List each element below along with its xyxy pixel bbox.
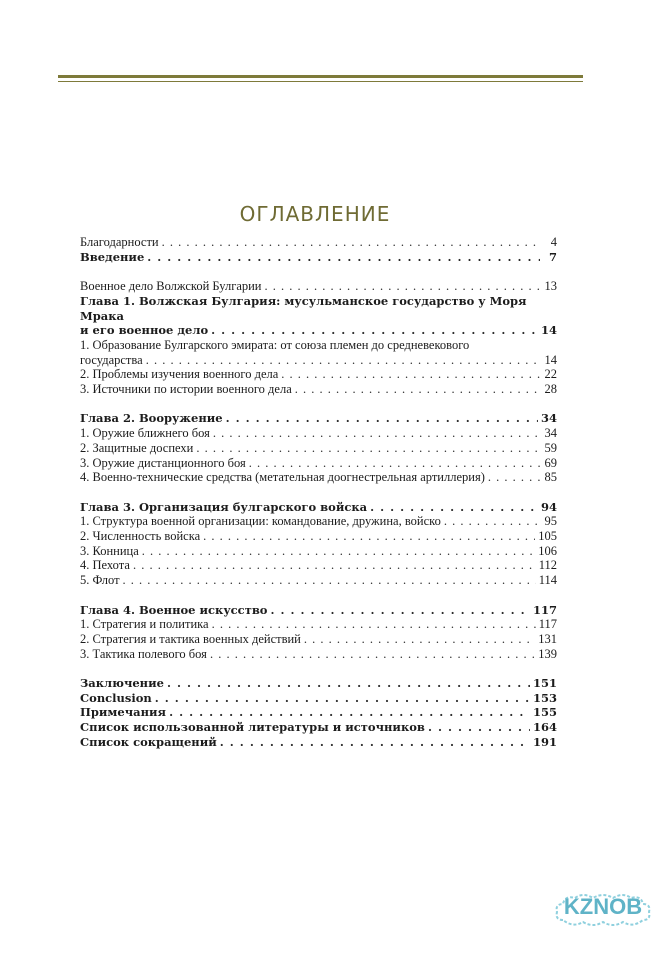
toc-entry-text: 2. Защитные доспехи bbox=[80, 440, 194, 455]
toc-entry-page: 153 bbox=[532, 690, 557, 705]
toc-entry-4-2[interactable] bbox=[80, 632, 557, 647]
toc-entry-4-3[interactable] bbox=[80, 647, 557, 662]
toc-entry-text: Военное дело Волжской Булгарии bbox=[80, 279, 262, 294]
toc-entry-text: Список использованной литературы и источников bbox=[80, 720, 425, 735]
toc-entry-text: Глава 4. Военное искусство bbox=[80, 602, 268, 617]
toc-entry-3-4[interactable] bbox=[80, 558, 557, 573]
toc-entry-text: 3. Конница bbox=[80, 543, 139, 558]
toc-entry-text: Введение bbox=[80, 249, 145, 264]
toc-entry-2-1[interactable] bbox=[80, 426, 557, 441]
toc-entry-text: 1. Структура военной организации: командование, дружина, войско bbox=[80, 514, 441, 529]
toc-entry-2-2[interactable] bbox=[80, 441, 557, 456]
toc-entry-notes[interactable] bbox=[80, 705, 557, 720]
toc-entry-page: 14 bbox=[544, 352, 557, 367]
toc-entry-introduction[interactable] bbox=[80, 250, 557, 265]
toc-entry-page: 7 bbox=[548, 249, 557, 264]
toc-entry-text: Глава 3. Организация булгарского войска bbox=[80, 499, 368, 514]
toc-entry-text: 2. Численность войска bbox=[80, 529, 201, 544]
toc-entry-page: 131 bbox=[538, 631, 557, 646]
toc-entry-text: Глава 2. Вооружение bbox=[80, 411, 223, 426]
toc-entry-page: 117 bbox=[532, 602, 557, 617]
toc-entry-text: 4. Пехота bbox=[80, 558, 130, 573]
toc-entry-text-line1: Глава 1. Волжская Булгария: мусульманское государство у Моря Мрака bbox=[80, 293, 527, 323]
toc-entry-text: Заключение bbox=[80, 676, 164, 691]
toc-entry-text: 1. Оружие ближнего боя bbox=[80, 426, 210, 441]
toc-entry-3-3[interactable] bbox=[80, 544, 557, 559]
toc-entry-1-2[interactable] bbox=[80, 367, 557, 382]
toc-entry-page: 85 bbox=[544, 470, 557, 485]
watermark-logo bbox=[553, 890, 653, 930]
toc-entry-3-1[interactable] bbox=[80, 514, 557, 529]
toc-entry-page: 112 bbox=[538, 558, 557, 573]
toc-entry-chapter-1[interactable] bbox=[80, 294, 557, 338]
toc-entry-page: 139 bbox=[538, 646, 557, 661]
toc-entry-text: 1. Стратегия и политика bbox=[80, 617, 209, 632]
toc-entry-text: Conclusion bbox=[80, 690, 152, 705]
toc-entry-chapter-4[interactable] bbox=[80, 603, 557, 618]
toc-entry-page: 164 bbox=[532, 720, 557, 735]
toc-entry-1-1[interactable] bbox=[80, 338, 557, 367]
toc-entry-page: 59 bbox=[544, 440, 557, 455]
toc-entry-page: 34 bbox=[544, 426, 557, 441]
top-rule-thick bbox=[58, 75, 583, 78]
toc-entry-text: Примечания bbox=[80, 705, 167, 720]
toc-entry-page: 117 bbox=[538, 617, 557, 632]
toc-entry-page: 4 bbox=[550, 235, 557, 249]
toc-entry-4-1[interactable] bbox=[80, 617, 557, 632]
table-of-contents bbox=[80, 235, 557, 750]
toc-entry-text: 4. Военно-технические средства (метательная доогнестрельная артиллерия) bbox=[80, 470, 485, 485]
toc-entry-3-5[interactable] bbox=[80, 573, 557, 588]
toc-entry-page: 28 bbox=[544, 382, 557, 397]
toc-entry-page: 106 bbox=[538, 543, 557, 558]
toc-entry-part-title[interactable] bbox=[80, 279, 557, 294]
toc-entry-abbreviations[interactable] bbox=[80, 735, 557, 750]
toc-entry-text: 3. Оружие дистанционного боя bbox=[80, 455, 246, 470]
toc-entry-page: 13 bbox=[544, 279, 557, 294]
watermark-text: KZNOB bbox=[563, 894, 643, 919]
toc-entry-page: 14 bbox=[540, 323, 557, 338]
page-title: ОГЛАВЛЕНИЕ bbox=[239, 202, 391, 226]
toc-entry-text: 3. Источники по истории военного дела bbox=[80, 382, 292, 397]
toc-entry-page: 69 bbox=[544, 455, 557, 470]
toc-entry-1-3[interactable] bbox=[80, 382, 557, 397]
toc-entry-page: 22 bbox=[544, 367, 557, 382]
toc-entry-text: 2. Проблемы изучения военного дела bbox=[80, 367, 279, 382]
toc-entry-chapter-3[interactable] bbox=[80, 500, 557, 515]
toc-entry-page: 114 bbox=[538, 573, 557, 588]
toc-entry-conclusion-en[interactable] bbox=[80, 691, 557, 706]
toc-entry-3-2[interactable] bbox=[80, 529, 557, 544]
toc-entry-bibliography[interactable] bbox=[80, 720, 557, 735]
toc-entry-text: государства bbox=[80, 352, 143, 367]
toc-entry-page: 151 bbox=[532, 676, 557, 691]
toc-entry-text: и его военное дело bbox=[80, 323, 209, 338]
toc-entry-acknowledgements[interactable] bbox=[80, 235, 557, 250]
toc-entry-page: 94 bbox=[540, 499, 557, 514]
toc-entry-2-3[interactable] bbox=[80, 456, 557, 471]
toc-entry-chapter-2[interactable] bbox=[80, 411, 557, 426]
toc-entry-page: 155 bbox=[532, 705, 557, 720]
toc-entry-conclusion-ru[interactable] bbox=[80, 676, 557, 691]
toc-entry-page: 105 bbox=[538, 529, 557, 544]
toc-entry-text: Благодарности bbox=[80, 235, 159, 249]
toc-entry-page: 95 bbox=[544, 514, 557, 529]
toc-entry-2-4[interactable] bbox=[80, 470, 557, 485]
toc-entry-text: 2. Стратегия и тактика военных действий bbox=[80, 631, 301, 646]
toc-entry-text-line1: 1. Образование Булгарского эмирата: от союза племен до средневекового bbox=[80, 337, 470, 352]
toc-entry-text: 3. Тактика полевого боя bbox=[80, 646, 207, 661]
top-rule-thin bbox=[58, 81, 583, 82]
toc-entry-page: 191 bbox=[532, 734, 557, 749]
toc-entry-text: Список сокращений bbox=[80, 734, 217, 749]
toc-entry-page: 34 bbox=[540, 411, 557, 426]
toc-entry-text: 5. Флот bbox=[80, 573, 120, 588]
